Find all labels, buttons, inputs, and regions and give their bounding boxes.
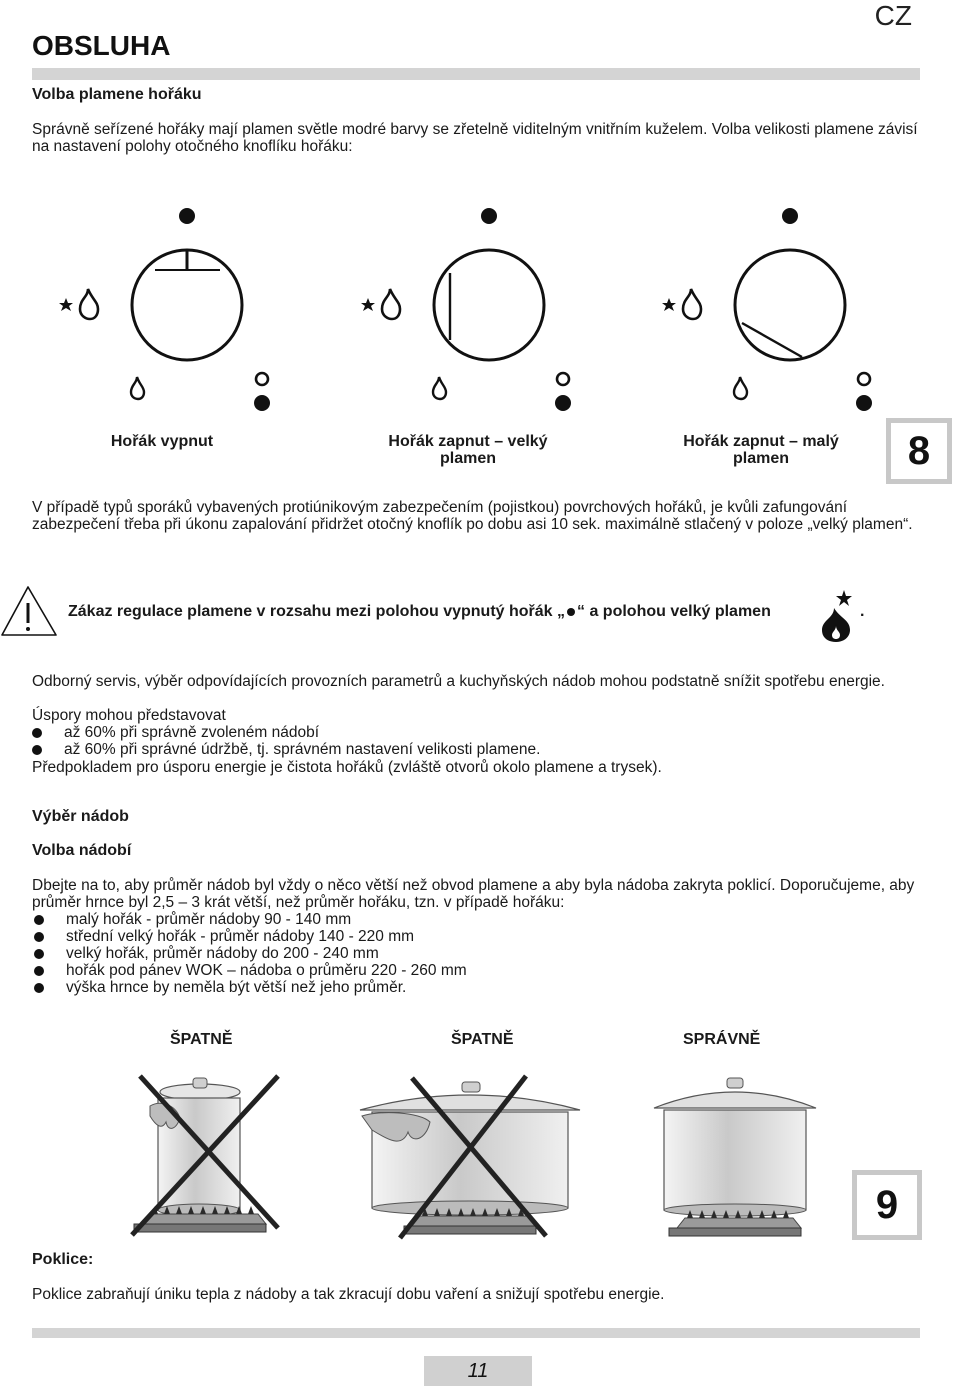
header-divider bbox=[32, 68, 920, 80]
footer-divider bbox=[32, 1328, 920, 1338]
dot-icon bbox=[254, 395, 270, 411]
large-flame-icon bbox=[80, 289, 98, 319]
knob-label-large: Hořák zapnut – velký plamen bbox=[388, 433, 548, 467]
savings-intro: Úspory mohou představovat bbox=[32, 707, 226, 724]
pot-too-large bbox=[360, 1076, 580, 1238]
small-flame-icon bbox=[131, 377, 144, 399]
list-item: střední velký hořák - průměr nádoby 140 - 220 mm bbox=[34, 928, 914, 945]
list-item: hořák pod pánev WOK – nádoba o průměru 220 - 260 mm bbox=[34, 962, 914, 979]
pot-heading: Výběr nádob bbox=[32, 808, 129, 825]
warning-text-part-2: “ a polohou velký plamen bbox=[577, 603, 771, 620]
list-item: malý hořák - průměr nádoby 90 - 140 mm bbox=[34, 911, 914, 928]
ring-icon bbox=[858, 373, 870, 385]
large-flame-icon bbox=[816, 588, 864, 644]
knob-label-small: Hořák zapnut – malý plamen bbox=[683, 433, 839, 467]
ring-icon bbox=[256, 373, 268, 385]
small-flame-icon bbox=[734, 377, 747, 399]
dot-icon bbox=[179, 208, 195, 224]
star-icon bbox=[59, 298, 73, 311]
pot-size-list bbox=[34, 911, 914, 996]
flame-intro: Správně seřízené hořáky mají plamen světle modré barvy se zřetelně viditelným vnitřním kuželem. Volba velikosti plamene závisí na nastavení polohy otočného knoflíku hořáku: bbox=[32, 121, 918, 155]
list-item: až 60% při správně zvoleném nádobí bbox=[32, 724, 912, 741]
page-title: OBSLUHA bbox=[32, 30, 171, 61]
knob-label-off: Hořák vypnut bbox=[110, 433, 214, 450]
pot-illustrations bbox=[0, 1060, 960, 1250]
language-code: CZ bbox=[874, 0, 912, 31]
pot-label-wrong-2: ŠPATNĚ bbox=[451, 1031, 514, 1048]
dot-icon bbox=[856, 395, 872, 411]
list-item: velký hořák, průměr nádoby do 200 - 240 mm bbox=[34, 945, 914, 962]
lids-heading: Poklice: bbox=[32, 1251, 94, 1268]
figure-number-box bbox=[852, 1170, 922, 1240]
knob-diagrams bbox=[0, 195, 960, 425]
pot-subheading: Volba nádobí bbox=[32, 842, 132, 859]
dot-icon bbox=[782, 208, 798, 224]
figure-number-box bbox=[886, 418, 952, 484]
large-flame-icon bbox=[683, 289, 701, 319]
pot-correct bbox=[654, 1078, 816, 1236]
list-item: výška hrnce by neměla být větší než jeho průměr. bbox=[34, 979, 914, 996]
pot-label-correct: SPRÁVNĚ bbox=[683, 1031, 761, 1048]
knob-large bbox=[361, 208, 571, 411]
ring-icon bbox=[557, 373, 569, 385]
cleanliness-text: Předpokladem pro úsporu energie je čistota hořáků (zvláště otvorů okolo plamene a trysek). bbox=[32, 759, 662, 776]
figure-number: 8 bbox=[891, 423, 947, 479]
warning-text-part-1: Zákaz regulace plamene v rozsahu mezi polohou vypnutý hořák „ bbox=[68, 603, 566, 620]
pot-label-wrong-1: ŠPATNĚ bbox=[170, 1031, 233, 1048]
warning-period: . bbox=[860, 603, 865, 620]
warning-triangle-icon bbox=[0, 585, 64, 641]
knob-small bbox=[662, 208, 872, 411]
star-icon bbox=[662, 298, 676, 311]
savings-list bbox=[32, 724, 912, 758]
flame-heading: Volba plamene hořáku bbox=[32, 86, 202, 103]
dot-icon bbox=[555, 395, 571, 411]
dot-icon bbox=[481, 208, 497, 224]
pot-text: Dbejte na to, aby průměr nádob byl vždy o něco větší než obvod plamene a aby byla nádoba zakryta poklicí. Doporučujeme, aby průměr hrnce byl 2,5 – 3 krát větší, než průměr hořáku, tzn. v případě hořáku: bbox=[32, 877, 915, 911]
safety-text: V případě typů sporáků vybavených protiúnikovým zabezpečením (pojistkou) povrchových hořáků, je kvůli zafungování zabezpečení třeba při úkonu zapalování přidržet otočný knoflík po dobu asi 10 sek. maximálně stlačený v poloze „velký plamen“. bbox=[32, 499, 913, 533]
knob-off bbox=[59, 208, 270, 411]
service-text: Odborný servis, výběr odpovídajících provozních parametrů a kuchyňských nádob mohou podstatně snížit spotřebu energie. bbox=[32, 673, 885, 690]
star-icon bbox=[361, 298, 375, 311]
large-flame-icon bbox=[382, 289, 400, 319]
lids-text: Poklice zabraňují úniku tepla z nádoby a tak zkracují dobu vaření a snižují spotřebu energie. bbox=[32, 1286, 665, 1303]
small-flame-icon bbox=[433, 377, 446, 399]
pot-too-small bbox=[132, 1076, 278, 1235]
page-number: 11 bbox=[424, 1356, 532, 1386]
figure-number: 9 bbox=[857, 1175, 917, 1235]
list-item: až 60% při správné údržbě, tj. správném nastavení velikosti plamene. bbox=[32, 741, 912, 758]
off-dot-icon bbox=[567, 608, 575, 616]
warning-text bbox=[68, 603, 771, 621]
